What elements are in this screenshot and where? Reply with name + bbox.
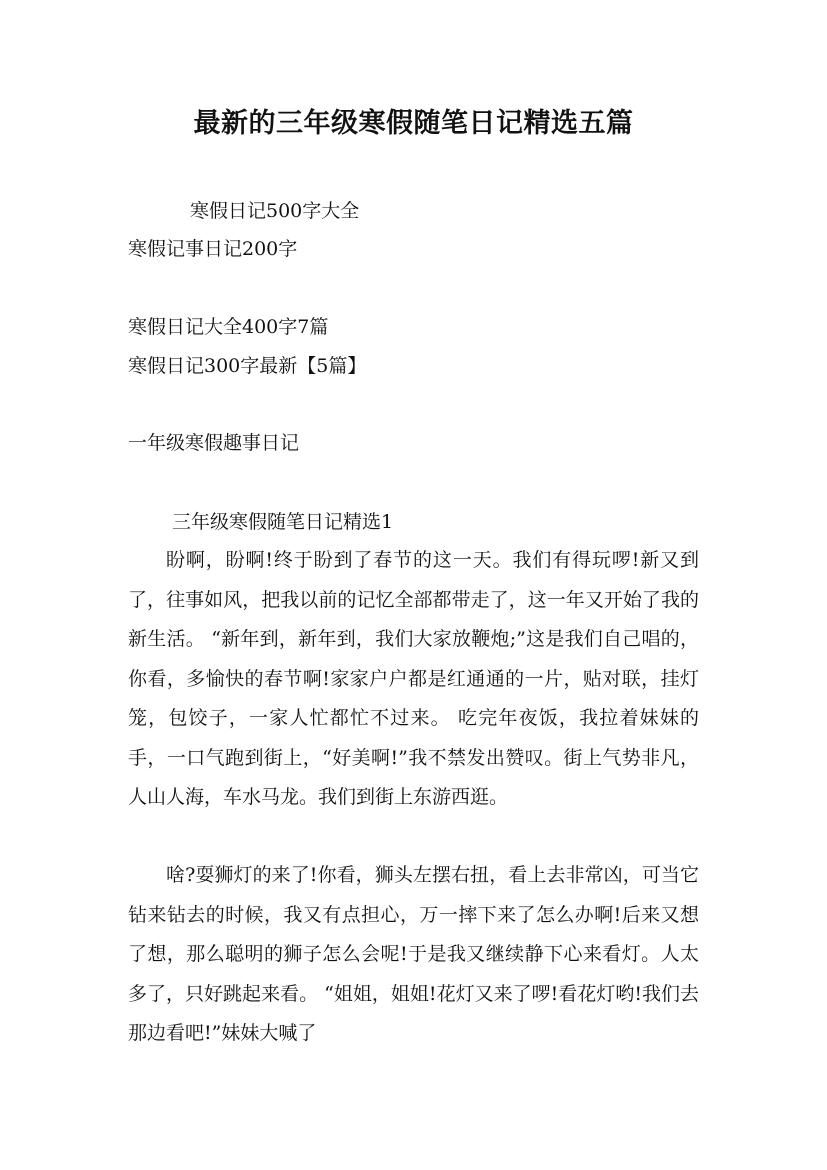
body-paragraph-2: 啥?耍狮灯的来了!你看，狮头左摆右扭，看上去非常凶，可当它钻来钻去的时候，我又有点担心，万一摔下来了怎么办啊!后来又想了想，那么聪明的狮子怎么会呢!于是我又继续静下心来看灯。人太多了，只好跳起来看。 “姐姐，姐姐!花灯又来了啰!看花灯哟!我们去那边看吧!”妹妹大喊了 xyxy=(128,864,699,1044)
section-heading: 三年级寒假随笔日记精选1 xyxy=(172,511,394,533)
related-link-1[interactable]: 寒假日记500字大全 xyxy=(190,200,360,222)
related-link-4[interactable]: 寒假日记300字最新【5篇】 xyxy=(128,355,367,377)
document-title: 最新的三年级寒假随笔日记精选五篇 xyxy=(193,108,634,139)
body-paragraph-1: 盼啊，盼啊!终于盼到了春节的这一天。我们有得玩啰!新又到了，往事如风，把我以前的记忆全部都带走了，这一年又开始了我的新生活。 “新年到，新年到，我们大家放鞭炮;”这是我们自己唱的，你看，多愉快的春节啊!家家户户都是红通通的一片，贴对联，挂灯笼，包饺子，一家人忙都忙不过来。 吃完年夜饭，我拉着妹妹的手，一口气跑到街上，“好美啊!”我不禁发出赞叹。街上气势非凡，人山人海，车水马龙。我们到街上东游西逛。 xyxy=(128,549,699,808)
related-link-2[interactable]: 寒假记事日记200字 xyxy=(128,238,298,260)
related-link-5[interactable]: 一年级寒假趣事日记 xyxy=(128,432,300,454)
related-link-3[interactable]: 寒假日记大全400字7篇 xyxy=(128,316,329,338)
